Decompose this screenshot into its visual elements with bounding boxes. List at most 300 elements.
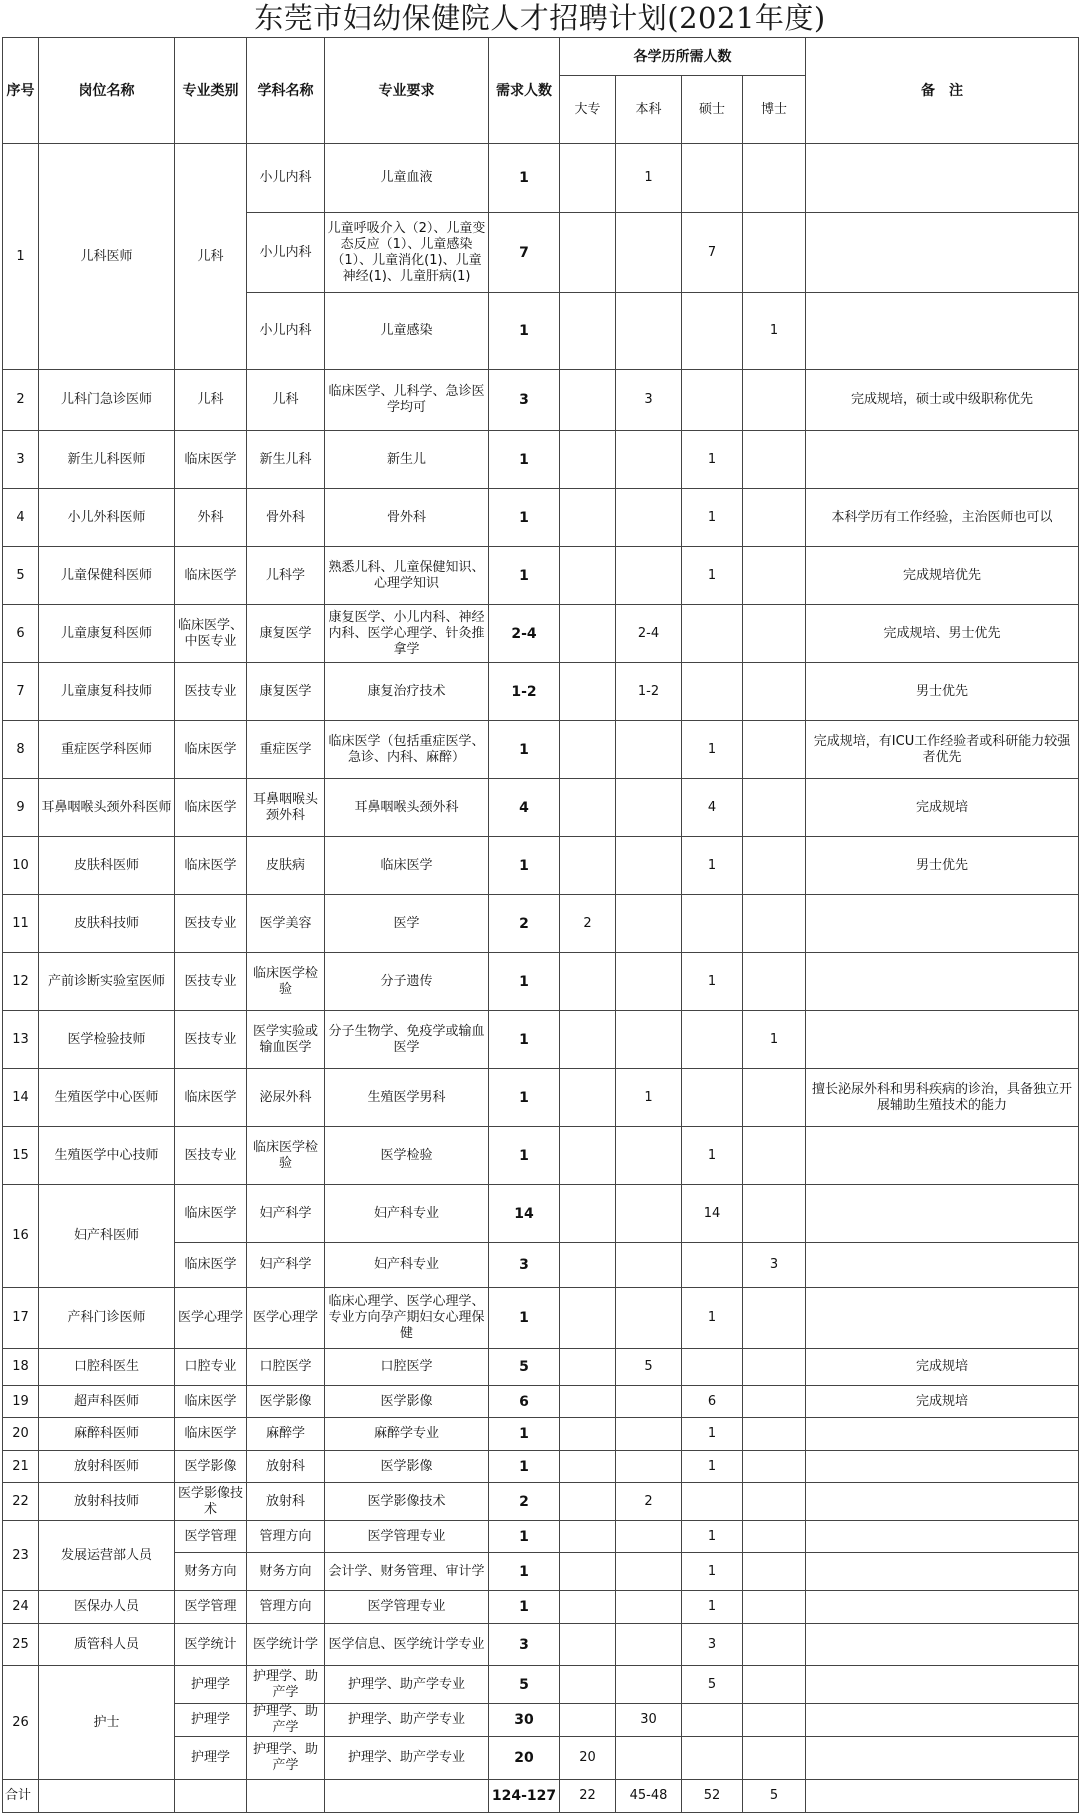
cell-benke <box>616 779 682 837</box>
cell-requirement: 儿童血液 <box>325 144 489 213</box>
cell-requirement: 妇产科专业 <box>325 1185 489 1243</box>
cell-remark <box>806 1127 1079 1185</box>
cell-requirement: 熟悉儿科、儿童保健知识、心理学知识 <box>325 547 489 605</box>
recruitment-table <box>2 37 1079 1813</box>
cell-dazhuan <box>560 779 616 837</box>
cell-dazhuan <box>560 1704 616 1737</box>
cell-discipline: 小儿内科 <box>247 213 325 293</box>
cell-remark: 完成规培、男士优先 <box>806 605 1079 663</box>
cell-boshi <box>743 489 806 547</box>
cell-count: 1 <box>489 1127 560 1185</box>
cell-position: 超声科医师 <box>39 1386 175 1418</box>
cell-remark <box>806 1451 1079 1483</box>
cell-remark <box>806 1591 1079 1624</box>
total-empty-cell <box>39 1780 175 1813</box>
cell-shuoshi: 1 <box>682 953 743 1011</box>
cell-position: 生殖医学中心医师 <box>39 1069 175 1127</box>
cell-category: 医学管理 <box>175 1591 247 1624</box>
cell-discipline: 医学实验或输血医学 <box>247 1011 325 1069</box>
total-label: 合计 <box>3 1780 39 1813</box>
cell-no: 19 <box>3 1386 39 1418</box>
cell-benke <box>616 431 682 489</box>
table-row <box>3 1483 1079 1521</box>
cell-benke <box>616 721 682 779</box>
cell-dazhuan <box>560 837 616 895</box>
total-dazhuan: 22 <box>560 1780 616 1813</box>
cell-position: 皮肤科医师 <box>39 837 175 895</box>
table-row <box>3 1185 1079 1243</box>
cell-benke <box>616 1288 682 1349</box>
cell-no: 10 <box>3 837 39 895</box>
cell-no: 6 <box>3 605 39 663</box>
header-boshi: 博士 <box>743 76 806 144</box>
table-row <box>3 1011 1079 1069</box>
cell-no: 21 <box>3 1451 39 1483</box>
cell-benke <box>616 1418 682 1451</box>
cell-category: 临床医学 <box>175 1243 247 1288</box>
cell-requirement: 会计学、财务管理、审计学 <box>325 1553 489 1591</box>
cell-shuoshi <box>682 1737 743 1780</box>
cell-boshi <box>743 1666 806 1704</box>
cell-no: 14 <box>3 1069 39 1127</box>
cell-boshi <box>743 1386 806 1418</box>
cell-dazhuan: 20 <box>560 1737 616 1780</box>
cell-no: 15 <box>3 1127 39 1185</box>
cell-boshi <box>743 779 806 837</box>
cell-remark: 本科学历有工作经验，主治医师也可以 <box>806 489 1079 547</box>
cell-discipline: 骨外科 <box>247 489 325 547</box>
cell-count: 1 <box>489 1521 560 1553</box>
cell-discipline: 财务方向 <box>247 1553 325 1591</box>
total-benke: 45-48 <box>616 1780 682 1813</box>
table-row <box>3 837 1079 895</box>
cell-discipline: 临床医学检验 <box>247 1127 325 1185</box>
cell-dazhuan <box>560 1127 616 1185</box>
cell-requirement: 分子生物学、免疫学或输血医学 <box>325 1011 489 1069</box>
cell-no: 26 <box>3 1666 39 1780</box>
cell-remark <box>806 1737 1079 1780</box>
table-row <box>3 1591 1079 1624</box>
cell-count: 1 <box>489 431 560 489</box>
cell-position: 儿童保健科医师 <box>39 547 175 605</box>
cell-shuoshi: 1 <box>682 1591 743 1624</box>
cell-benke: 2 <box>616 1483 682 1521</box>
cell-count: 1-2 <box>489 663 560 721</box>
total-count: 124-127 <box>489 1780 560 1813</box>
cell-benke: 3 <box>616 370 682 431</box>
cell-dazhuan <box>560 293 616 370</box>
cell-discipline: 儿科 <box>247 370 325 431</box>
cell-position: 口腔科医生 <box>39 1349 175 1386</box>
table-row <box>3 663 1079 721</box>
cell-position: 耳鼻咽喉头颈外科医师 <box>39 779 175 837</box>
table-row <box>3 1666 1079 1704</box>
cell-discipline: 小儿内科 <box>247 144 325 213</box>
cell-dazhuan <box>560 144 616 213</box>
cell-boshi <box>743 663 806 721</box>
cell-dazhuan <box>560 1349 616 1386</box>
cell-requirement: 妇产科专业 <box>325 1243 489 1288</box>
cell-category: 医学管理 <box>175 1521 247 1553</box>
cell-boshi <box>743 1349 806 1386</box>
total-remark <box>806 1780 1079 1813</box>
cell-boshi <box>743 213 806 293</box>
cell-dazhuan <box>560 431 616 489</box>
cell-count: 1 <box>489 1069 560 1127</box>
cell-remark: 完成规培 <box>806 1349 1079 1386</box>
cell-boshi <box>743 1185 806 1243</box>
cell-count: 4 <box>489 779 560 837</box>
cell-count: 1 <box>489 144 560 213</box>
cell-boshi <box>743 605 806 663</box>
cell-requirement: 儿童呼吸介入（2）、儿童变态反应（1）、儿童感染（1）、儿童消化(1)、儿童神经(1)、儿童肝病(1) <box>325 213 489 293</box>
cell-boshi <box>743 895 806 953</box>
cell-remark <box>806 1243 1079 1288</box>
cell-benke <box>616 895 682 953</box>
cell-category: 外科 <box>175 489 247 547</box>
cell-shuoshi: 1 <box>682 1288 743 1349</box>
cell-discipline: 重症医学 <box>247 721 325 779</box>
cell-remark <box>806 1011 1079 1069</box>
cell-remark <box>806 895 1079 953</box>
cell-shuoshi: 4 <box>682 779 743 837</box>
cell-remark <box>806 953 1079 1011</box>
cell-category: 医学心理学 <box>175 1288 247 1349</box>
cell-requirement: 麻醉学专业 <box>325 1418 489 1451</box>
cell-benke <box>616 1451 682 1483</box>
cell-discipline: 管理方向 <box>247 1591 325 1624</box>
cell-shuoshi: 1 <box>682 1553 743 1591</box>
cell-count: 14 <box>489 1185 560 1243</box>
cell-count: 1 <box>489 1451 560 1483</box>
cell-benke: 1 <box>616 1069 682 1127</box>
cell-count: 3 <box>489 1243 560 1288</box>
header-row <box>3 38 1079 76</box>
cell-boshi <box>743 1737 806 1780</box>
cell-discipline: 医学影像 <box>247 1386 325 1418</box>
cell-position: 产前诊断实验室医师 <box>39 953 175 1011</box>
cell-benke <box>616 1185 682 1243</box>
header-no: 序号 <box>3 38 39 144</box>
cell-requirement: 儿童感染 <box>325 293 489 370</box>
cell-remark: 男士优先 <box>806 663 1079 721</box>
cell-category: 医技专业 <box>175 1011 247 1069</box>
cell-dazhuan <box>560 1418 616 1451</box>
cell-remark <box>806 1288 1079 1349</box>
table-row <box>3 1386 1079 1418</box>
cell-dazhuan <box>560 663 616 721</box>
page-title: 东莞市妇幼保健院人才招聘计划(2021年度) <box>254 1 826 35</box>
cell-requirement: 护理学、助产学专业 <box>325 1704 489 1737</box>
cell-no: 22 <box>3 1483 39 1521</box>
total-boshi: 5 <box>743 1780 806 1813</box>
cell-remark <box>806 1418 1079 1451</box>
cell-benke <box>616 837 682 895</box>
cell-discipline: 放射科 <box>247 1483 325 1521</box>
cell-dazhuan <box>560 1624 616 1666</box>
cell-requirement: 医学管理专业 <box>325 1591 489 1624</box>
cell-position: 麻醉科医师 <box>39 1418 175 1451</box>
cell-requirement: 医学检验 <box>325 1127 489 1185</box>
total-empty-cell <box>175 1780 247 1813</box>
cell-benke: 1-2 <box>616 663 682 721</box>
cell-boshi <box>743 1624 806 1666</box>
cell-shuoshi: 1 <box>682 1127 743 1185</box>
cell-category: 护理学 <box>175 1666 247 1704</box>
cell-category: 医学影像 <box>175 1451 247 1483</box>
cell-count: 1 <box>489 837 560 895</box>
cell-dazhuan <box>560 489 616 547</box>
total-row <box>3 1780 1079 1813</box>
cell-requirement: 医学信息、医学统计学专业 <box>325 1624 489 1666</box>
cell-remark <box>806 1553 1079 1591</box>
cell-category: 临床医学 <box>175 837 247 895</box>
cell-category: 护理学 <box>175 1704 247 1737</box>
cell-benke <box>616 1591 682 1624</box>
cell-category: 财务方向 <box>175 1553 247 1591</box>
cell-count: 1 <box>489 721 560 779</box>
cell-boshi <box>743 953 806 1011</box>
cell-category: 医技专业 <box>175 953 247 1011</box>
cell-shuoshi <box>682 605 743 663</box>
cell-position: 小儿外科医师 <box>39 489 175 547</box>
cell-count: 5 <box>489 1349 560 1386</box>
cell-category: 临床医学 <box>175 1069 247 1127</box>
cell-discipline: 新生儿科 <box>247 431 325 489</box>
header-dazhuan: 大专 <box>560 76 616 144</box>
cell-benke <box>616 1386 682 1418</box>
cell-category: 临床医学 <box>175 1386 247 1418</box>
cell-shuoshi: 1 <box>682 1521 743 1553</box>
cell-dazhuan: 2 <box>560 895 616 953</box>
cell-count: 3 <box>489 1624 560 1666</box>
cell-benke <box>616 293 682 370</box>
cell-benke: 30 <box>616 1704 682 1737</box>
cell-boshi <box>743 1451 806 1483</box>
cell-count: 5 <box>489 1666 560 1704</box>
cell-remark: 完成规培 <box>806 779 1079 837</box>
cell-boshi: 1 <box>743 1011 806 1069</box>
cell-shuoshi: 1 <box>682 837 743 895</box>
cell-boshi <box>743 721 806 779</box>
cell-no: 12 <box>3 953 39 1011</box>
cell-remark <box>806 431 1079 489</box>
header-benke: 本科 <box>616 76 682 144</box>
cell-position: 重症医学科医师 <box>39 721 175 779</box>
cell-shuoshi <box>682 370 743 431</box>
table-row <box>3 1624 1079 1666</box>
cell-shuoshi <box>682 1011 743 1069</box>
cell-boshi <box>743 1521 806 1553</box>
cell-dazhuan <box>560 1591 616 1624</box>
cell-benke <box>616 547 682 605</box>
cell-requirement: 医学 <box>325 895 489 953</box>
cell-benke <box>616 1624 682 1666</box>
cell-dazhuan <box>560 213 616 293</box>
cell-count: 20 <box>489 1737 560 1780</box>
cell-shuoshi: 14 <box>682 1185 743 1243</box>
cell-benke: 2-4 <box>616 605 682 663</box>
table-row <box>3 953 1079 1011</box>
cell-remark <box>806 144 1079 213</box>
cell-discipline: 放射科 <box>247 1451 325 1483</box>
cell-shuoshi <box>682 663 743 721</box>
cell-count: 1 <box>489 1288 560 1349</box>
table-row <box>3 1349 1079 1386</box>
header-edu-group: 各学历所需人数 <box>560 38 806 76</box>
table-row <box>3 605 1079 663</box>
cell-no: 24 <box>3 1591 39 1624</box>
total-shuoshi: 52 <box>682 1780 743 1813</box>
cell-shuoshi: 1 <box>682 1418 743 1451</box>
cell-requirement: 康复医学、小儿内科、神经内科、医学心理学、针灸推拿学 <box>325 605 489 663</box>
cell-count: 1 <box>489 1418 560 1451</box>
cell-boshi: 1 <box>743 293 806 370</box>
cell-count: 1 <box>489 293 560 370</box>
cell-remark <box>806 213 1079 293</box>
cell-benke <box>616 1243 682 1288</box>
cell-discipline: 耳鼻咽喉头颈外科 <box>247 779 325 837</box>
table-row <box>3 1418 1079 1451</box>
table-row <box>3 1127 1079 1185</box>
cell-benke <box>616 213 682 293</box>
cell-boshi <box>743 370 806 431</box>
cell-no: 25 <box>3 1624 39 1666</box>
cell-count: 1 <box>489 547 560 605</box>
header-discipline: 学科名称 <box>247 38 325 144</box>
cell-category: 临床医学 <box>175 431 247 489</box>
cell-no: 2 <box>3 370 39 431</box>
cell-requirement: 临床心理学、医学心理学、专业方向孕产期妇女心理保健 <box>325 1288 489 1349</box>
cell-shuoshi: 1 <box>682 721 743 779</box>
cell-shuoshi: 5 <box>682 1666 743 1704</box>
cell-no: 18 <box>3 1349 39 1386</box>
cell-shuoshi: 1 <box>682 489 743 547</box>
cell-dazhuan <box>560 1666 616 1704</box>
cell-count: 30 <box>489 1704 560 1737</box>
cell-category: 儿科 <box>175 144 247 370</box>
cell-dazhuan <box>560 953 616 1011</box>
cell-boshi <box>743 1069 806 1127</box>
cell-remark: 男士优先 <box>806 837 1079 895</box>
cell-dazhuan <box>560 605 616 663</box>
cell-remark: 完成规培优先 <box>806 547 1079 605</box>
cell-remark: 完成规培 <box>806 1386 1079 1418</box>
cell-boshi <box>743 431 806 489</box>
cell-dazhuan <box>560 1553 616 1591</box>
cell-benke <box>616 953 682 1011</box>
cell-remark: 擅长泌尿外科和男科疾病的诊治，具备独立开展辅助生殖技术的能力 <box>806 1069 1079 1127</box>
cell-shuoshi <box>682 1483 743 1521</box>
table-row <box>3 721 1079 779</box>
cell-remark <box>806 1483 1079 1521</box>
cell-position: 放射科医师 <box>39 1451 175 1483</box>
total-empty-cell <box>325 1780 489 1813</box>
cell-shuoshi: 7 <box>682 213 743 293</box>
cell-requirement: 生殖医学男科 <box>325 1069 489 1127</box>
cell-benke <box>616 1011 682 1069</box>
cell-boshi: 3 <box>743 1243 806 1288</box>
cell-dazhuan <box>560 1185 616 1243</box>
cell-discipline: 医学美容 <box>247 895 325 953</box>
table-row <box>3 144 1079 213</box>
header-count: 需求人数 <box>489 38 560 144</box>
table-row <box>3 1069 1079 1127</box>
cell-remark <box>806 1666 1079 1704</box>
cell-position: 放射科技师 <box>39 1483 175 1521</box>
cell-category: 护理学 <box>175 1737 247 1780</box>
cell-no: 8 <box>3 721 39 779</box>
cell-position: 皮肤科技师 <box>39 895 175 953</box>
cell-shuoshi <box>682 895 743 953</box>
cell-shuoshi <box>682 144 743 213</box>
cell-requirement: 骨外科 <box>325 489 489 547</box>
cell-boshi <box>743 1127 806 1185</box>
cell-boshi <box>743 1591 806 1624</box>
cell-position: 儿童康复科医师 <box>39 605 175 663</box>
cell-category: 临床医学 <box>175 547 247 605</box>
cell-shuoshi <box>682 293 743 370</box>
cell-discipline: 小儿内科 <box>247 293 325 370</box>
cell-shuoshi <box>682 1704 743 1737</box>
cell-discipline: 管理方向 <box>247 1521 325 1553</box>
cell-remark <box>806 1704 1079 1737</box>
cell-position: 发展运营部人员 <box>39 1521 175 1591</box>
cell-no: 23 <box>3 1521 39 1591</box>
cell-count: 2-4 <box>489 605 560 663</box>
cell-shuoshi: 1 <box>682 547 743 605</box>
cell-discipline: 康复医学 <box>247 605 325 663</box>
cell-requirement: 医学影像 <box>325 1386 489 1418</box>
cell-benke <box>616 1737 682 1780</box>
cell-dazhuan <box>560 1288 616 1349</box>
cell-benke: 5 <box>616 1349 682 1386</box>
cell-position: 儿科门急诊医师 <box>39 370 175 431</box>
cell-remark <box>806 293 1079 370</box>
cell-dazhuan <box>560 1011 616 1069</box>
cell-count: 6 <box>489 1386 560 1418</box>
cell-requirement: 医学管理专业 <box>325 1521 489 1553</box>
cell-dazhuan <box>560 1521 616 1553</box>
cell-benke <box>616 489 682 547</box>
cell-no: 4 <box>3 489 39 547</box>
cell-position: 儿科医师 <box>39 144 175 370</box>
cell-remark <box>806 1521 1079 1553</box>
cell-no: 11 <box>3 895 39 953</box>
total-empty-cell <box>247 1780 325 1813</box>
cell-count: 7 <box>489 213 560 293</box>
table-row <box>3 1521 1079 1553</box>
cell-benke <box>616 1127 682 1185</box>
header-remark: 备 注 <box>806 38 1079 144</box>
table-row <box>3 370 1079 431</box>
cell-boshi <box>743 1483 806 1521</box>
cell-no: 1 <box>3 144 39 370</box>
cell-no: 17 <box>3 1288 39 1349</box>
cell-discipline: 康复医学 <box>247 663 325 721</box>
cell-shuoshi: 6 <box>682 1386 743 1418</box>
cell-position: 护士 <box>39 1666 175 1780</box>
table-row <box>3 895 1079 953</box>
cell-discipline: 护理学、助产学 <box>247 1666 325 1704</box>
cell-position: 新生儿科医师 <box>39 431 175 489</box>
cell-benke <box>616 1521 682 1553</box>
cell-boshi <box>743 144 806 213</box>
cell-position: 生殖医学中心技师 <box>39 1127 175 1185</box>
cell-requirement: 医学影像技术 <box>325 1483 489 1521</box>
cell-requirement: 新生儿 <box>325 431 489 489</box>
cell-dazhuan <box>560 1451 616 1483</box>
